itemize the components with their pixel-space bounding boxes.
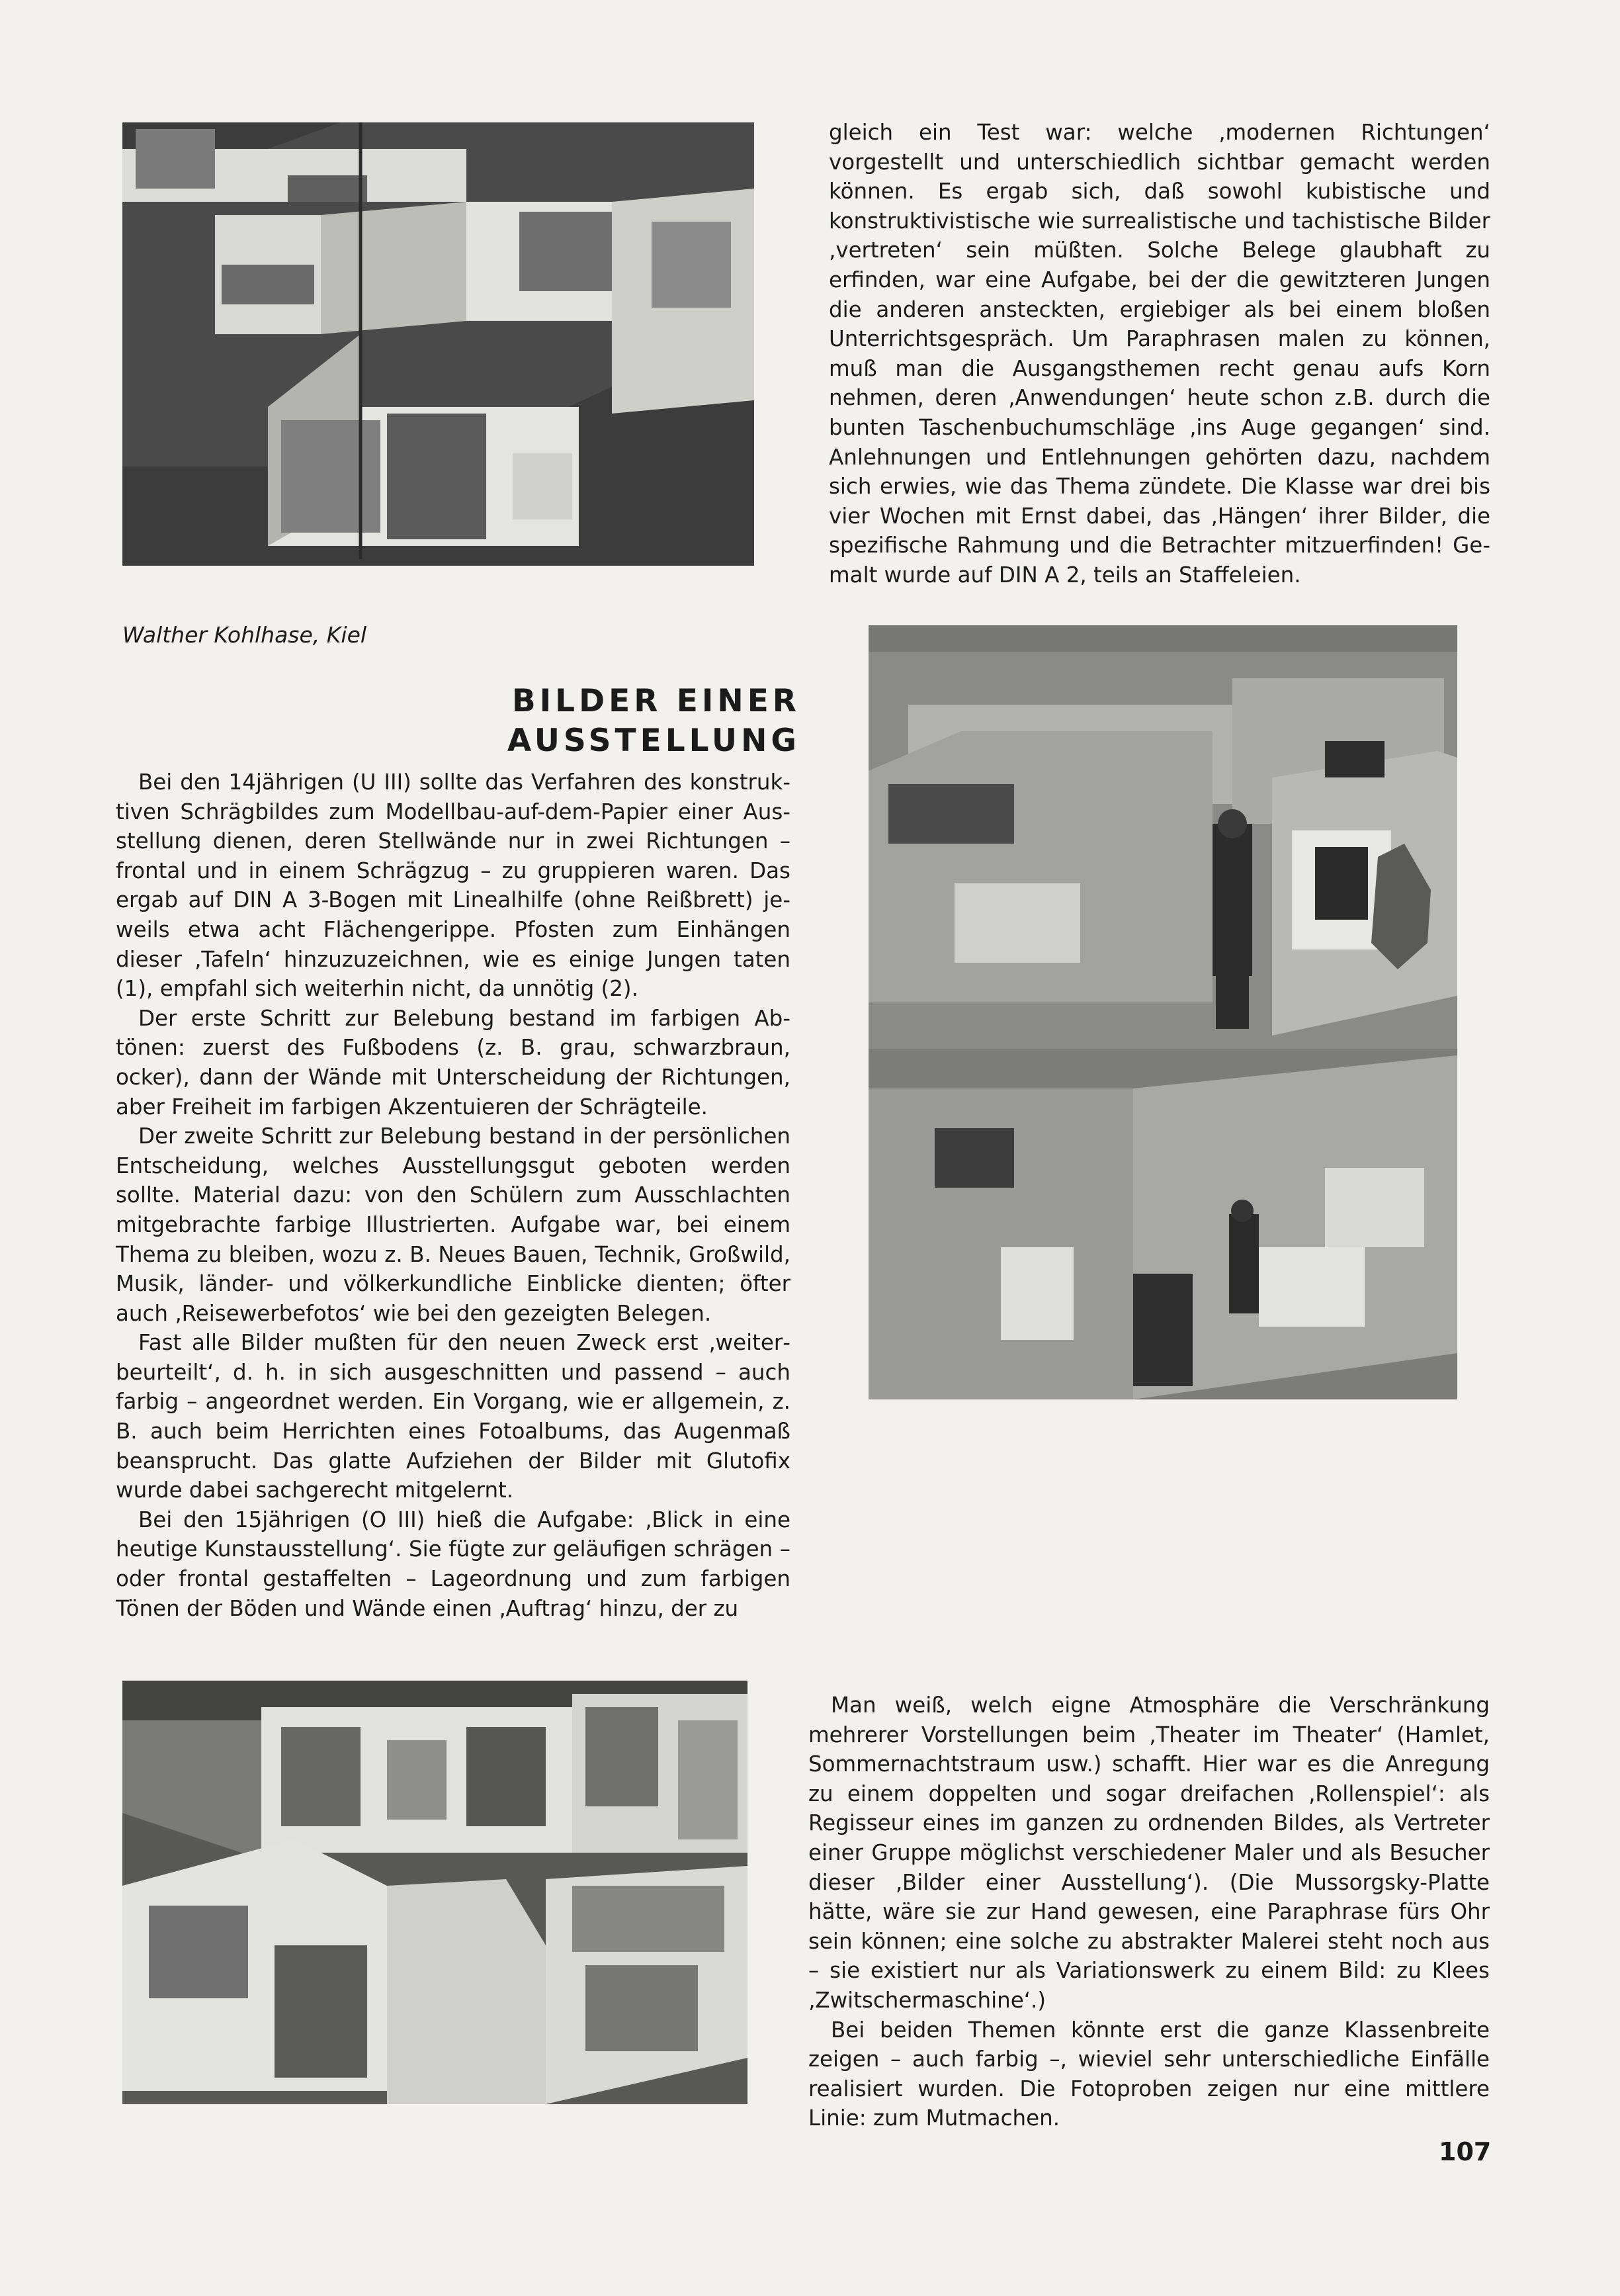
figure-exhibition-model-bottom <box>122 1681 747 2104</box>
figure-exhibition-model-top <box>122 122 754 566</box>
page-title: BILDER EINER AUSSTELLUNG <box>507 683 800 759</box>
text-column-right-top <box>829 118 1490 590</box>
figure-exhibition-painting-visitors <box>869 625 1457 1399</box>
author-byline: Walther Kohlhase, Kiel <box>122 622 367 648</box>
paragraph: gleich ein Test war: welche ‚modernen Richtungen‘ vorgestellt und unterschiedlich sichtbar gemacht werden können. Es ergab sich, daß sowohl kubistische und konstruktivistische wie surrealistische und tachistische Bilder ‚vertreten‘ sein müßten. Solche Belege glaubhaft zu erfinden, war eine Aufgabe, bei der die gewitzteren Jungen die anderen ansteckten, ergiebiger als bei einem bloßen Unterrichtsgespräch. Um Paraphrasen malen zu können, muß man die Ausgangsthemen recht genau aufs Korn nehmen, deren ‚Anwendungen‘ heute schon z.B. durch die bunten Taschenbuchumschläge ‚ins Auge gegangen‘ sind. Anlehnungen und Entlehnungen gehörten dazu, nachdem sich erwies, wie das Thema zündete. Die Klasse war drei bis vier Wochen mit Ernst dabei, das ‚Hängen‘ ihrer Bilder, die spezifische Rahmung und die Betrachter mitzuerfinden! Gemalt wurde auf DIN A 2, teils an Staffeleien. <box>829 120 1490 588</box>
paragraph: Man weiß, welch eigne Atmosphäre die Verschränkung mehrerer Vorstellungen beim ‚Theater im Theater‘ (Hamlet, Sommernachtstraum usw.) schafft. Hier war es die Anregung zu einem doppelten und sogar dreifachen ‚Rollenspiel‘: als Regisseur eines im ganzen zu ordnenden Bildes, als Vertreter einer Gruppe möglichst verschiedener Maler und als Besucher dieser ‚Bilder einer Ausstellung‘). (Die Mussorgsky-Platte hätte, wäre sie zur Hand gewesen, eine Paraphrase fürs Ohr sein können; eine solche zu abstrakter Malerei steht noch aus – sie existiert nur als Variationswerk zu einem Bild: zu Klees ‚Zwitschermaschine‘.) <box>808 1693 1490 2013</box>
text-column-left-main <box>116 768 790 1623</box>
paragraph: Der zweite Schritt zur Belebung bestand in der persönlichen Entscheidung, welches Ausstellungsgut geboten werden sollte. Material dazu: von den Schülern zum Ausschlachten mitgebrachte farbige Illustrierten. Aufgabe war, bei einem Thema zu bleiben, wozu z. B. Neues Bauen, Technik, Großwild, Musik, länder- und völkerkundliche Einblicke dienten; öfter auch ‚Reisewerbefotos‘ wie bei den gezeigten Belegen. <box>116 1124 790 1326</box>
paragraph: Bei den 15jährigen (O III) hieß die Aufgabe: ‚Blick in eine heutige Kunstausstellung‘. Sie fügte zur geläufigen schrägen – oder frontal gestaffelten – Lageordnung und zum farbigen Tönen der Böden und Wände einen ‚Auftrag‘ hinzu, der zu <box>116 1507 790 1621</box>
paragraph: Der erste Schritt zur Belebung bestand im farbigen Abtönen: zuerst des Fußbodens (z. B. grau, schwarzbraun, ocker), dann der Wände mit Unterscheidung der Richtungen, aber Freiheit im farbigen Akzentuieren der Schrägteile. <box>116 1005 790 1120</box>
text-column-right-bottom <box>808 1691 1490 2133</box>
paragraph: Bei beiden Themen könnte erst die ganze Klassenbreite zeigen – auch farbig –, wieviel sehr unterschiedliche Einfälle realisiert wurden. Die Fotoproben zeigen nur eine mittlere Linie: zum Mutmachen. <box>808 2017 1490 2131</box>
paragraph: Bei den 14jährigen (U III) sollte das Verfahren des konstruktiven Schrägbildes zum Modellbau-auf-dem-Papier einer Ausstellung dienen, deren Stellwände nur in zwei Richtungen – frontal und in einem Schrägzug – zu gruppieren waren. Das ergab auf DIN A 3-Bogen mit Linealhilfe (ohne Reißbrett) jeweils etwa acht Flächengerippe. Pfosten zum Einhängen dieser ‚Tafeln‘ hinzuzuzeichnen, wie es einige Jungen taten (1), empfahl sich weiterhin nicht, da unnötig (2). <box>116 770 790 1002</box>
page-number: 107 <box>1439 2137 1492 2166</box>
paragraph: Fast alle Bilder mußten für den neuen Zweck erst ‚weiterbeurteilt‘, d. h. in sich ausgeschnitten und passend – auch farbig – angeordnet werden. Ein Vorgang, wie er allgemein, z. B. auch beim Herrichten eines Fotoalbums, das Augenmaß beansprucht. Das glatte Aufziehen der Bilder mit Glutofix wurde dabei sachgerecht mitgelernt. <box>116 1330 790 1503</box>
